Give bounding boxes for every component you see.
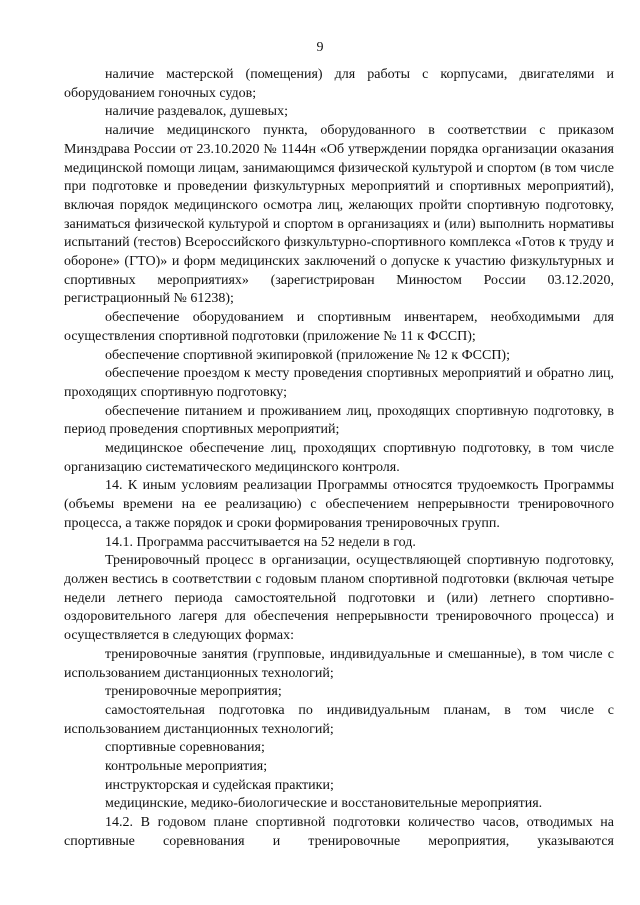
paragraph-instructor-practice: инструкторская и судейская практики; [105, 777, 334, 793]
paragraph-locker-rooms: наличие раздевалок, душевых; [105, 104, 288, 120]
paragraph-training-sessions: тренировочные занятия (групповые, индивидуальные и смешанные), в том числе с использованием дистанционных технологий; [64, 646, 614, 681]
paragraph-self-training: самостоятельная подготовка по индивидуальным планам, в том числе с использованием дистанционных технологий; [64, 702, 614, 737]
paragraph-section-14-1: 14.1. Программа рассчитывается на 52 недели в год. [105, 534, 416, 550]
paragraph-workshop: наличие мастерской (помещения) для работы с корпусами, двигателями и оборудованием гоночных судов; [64, 67, 614, 101]
paragraph-competitions: спортивные соревнования; [105, 740, 265, 756]
paragraph-medical-biological: медицинские, медико-биологические и восстановительные мероприятия. [105, 796, 543, 812]
paragraph-food-lodging: обеспечение питанием и проживанием лиц, проходящих спортивную подготовку, в период проведения спортивных мероприятий; [64, 403, 614, 438]
paragraph-section-14: 14. К иным условиям реализации Программы относятся трудоемкость Программы (объемы времени на ее реализацию) с обеспечением непрерывности тренировочного процесса, а также порядок и сроки формирования тренировочных групп. [64, 478, 614, 531]
paragraph-training-events: тренировочные мероприятия; [105, 684, 282, 700]
paragraph-sports-gear: обеспечение спортивной экипировкой (приложение № 12 к ФССП); [105, 347, 510, 363]
paragraph-equipment: обеспечение оборудованием и спортивным инвентарем, необходимыми для осуществления спортивной подготовки (приложение № 11 к ФССП); [64, 310, 614, 344]
paragraph-medical-point: наличие медицинского пункта, оборудованного в соответствии с приказом Минздрава России от 23.10.2020 № 1144н «Об утверждении порядка организации оказания медицинской помощи лицам, занимающимся физической культурой и спортом (в том числе при подготовке и проведении физкультурных мероприятий и спортивных мероприятий), включая порядок медицинского осмотра лиц, желающих пройти спортивную подготовку, заниматься физической культурой и спортом в организациях и (или) выполнить нормативы испытаний (тестов) Всероссийского физкультурно-спортивного комплекса «Готов к труду и обороне» (ГТО)» и форм медицинских заключений о допуске к участию физкультурных и спортивных мероприятиях» (зарегистрирован Минюстом России 03.12.2020, регистрационный № 61238); [64, 123, 614, 307]
page-number: 9 [316, 40, 324, 55]
paragraph-travel: обеспечение проездом к месту проведения спортивных мероприятий и обратно лиц, проходящих спортивную подготовку; [64, 366, 614, 400]
paragraph-section-14-2: 14.2. В годовом плане спортивной подготовки количество часов, отводимых на спортивные соревнования и тренировочные мероприятия, указываются [64, 815, 614, 849]
paragraph-medical-support: медицинское обеспечение лиц, проходящих спортивную подготовку, в том числе организацию систематического медицинского контроля. [64, 441, 614, 475]
paragraph-training-process: Тренировочный процесс в организации, осуществляющей спортивную подготовку, должен вестись в соответствии с годовым планом спортивной подготовки (включая четыре недели летнего периода самостоятельной подготовки и (или) летнего спортивно-оздоровительного лагеря для обеспечения непрерывности тренировочного процесса) и осуществляется в следующих формах: [64, 553, 614, 644]
paragraph-control-events: контрольные мероприятия; [105, 759, 268, 775]
document-body [64, 66, 614, 852]
